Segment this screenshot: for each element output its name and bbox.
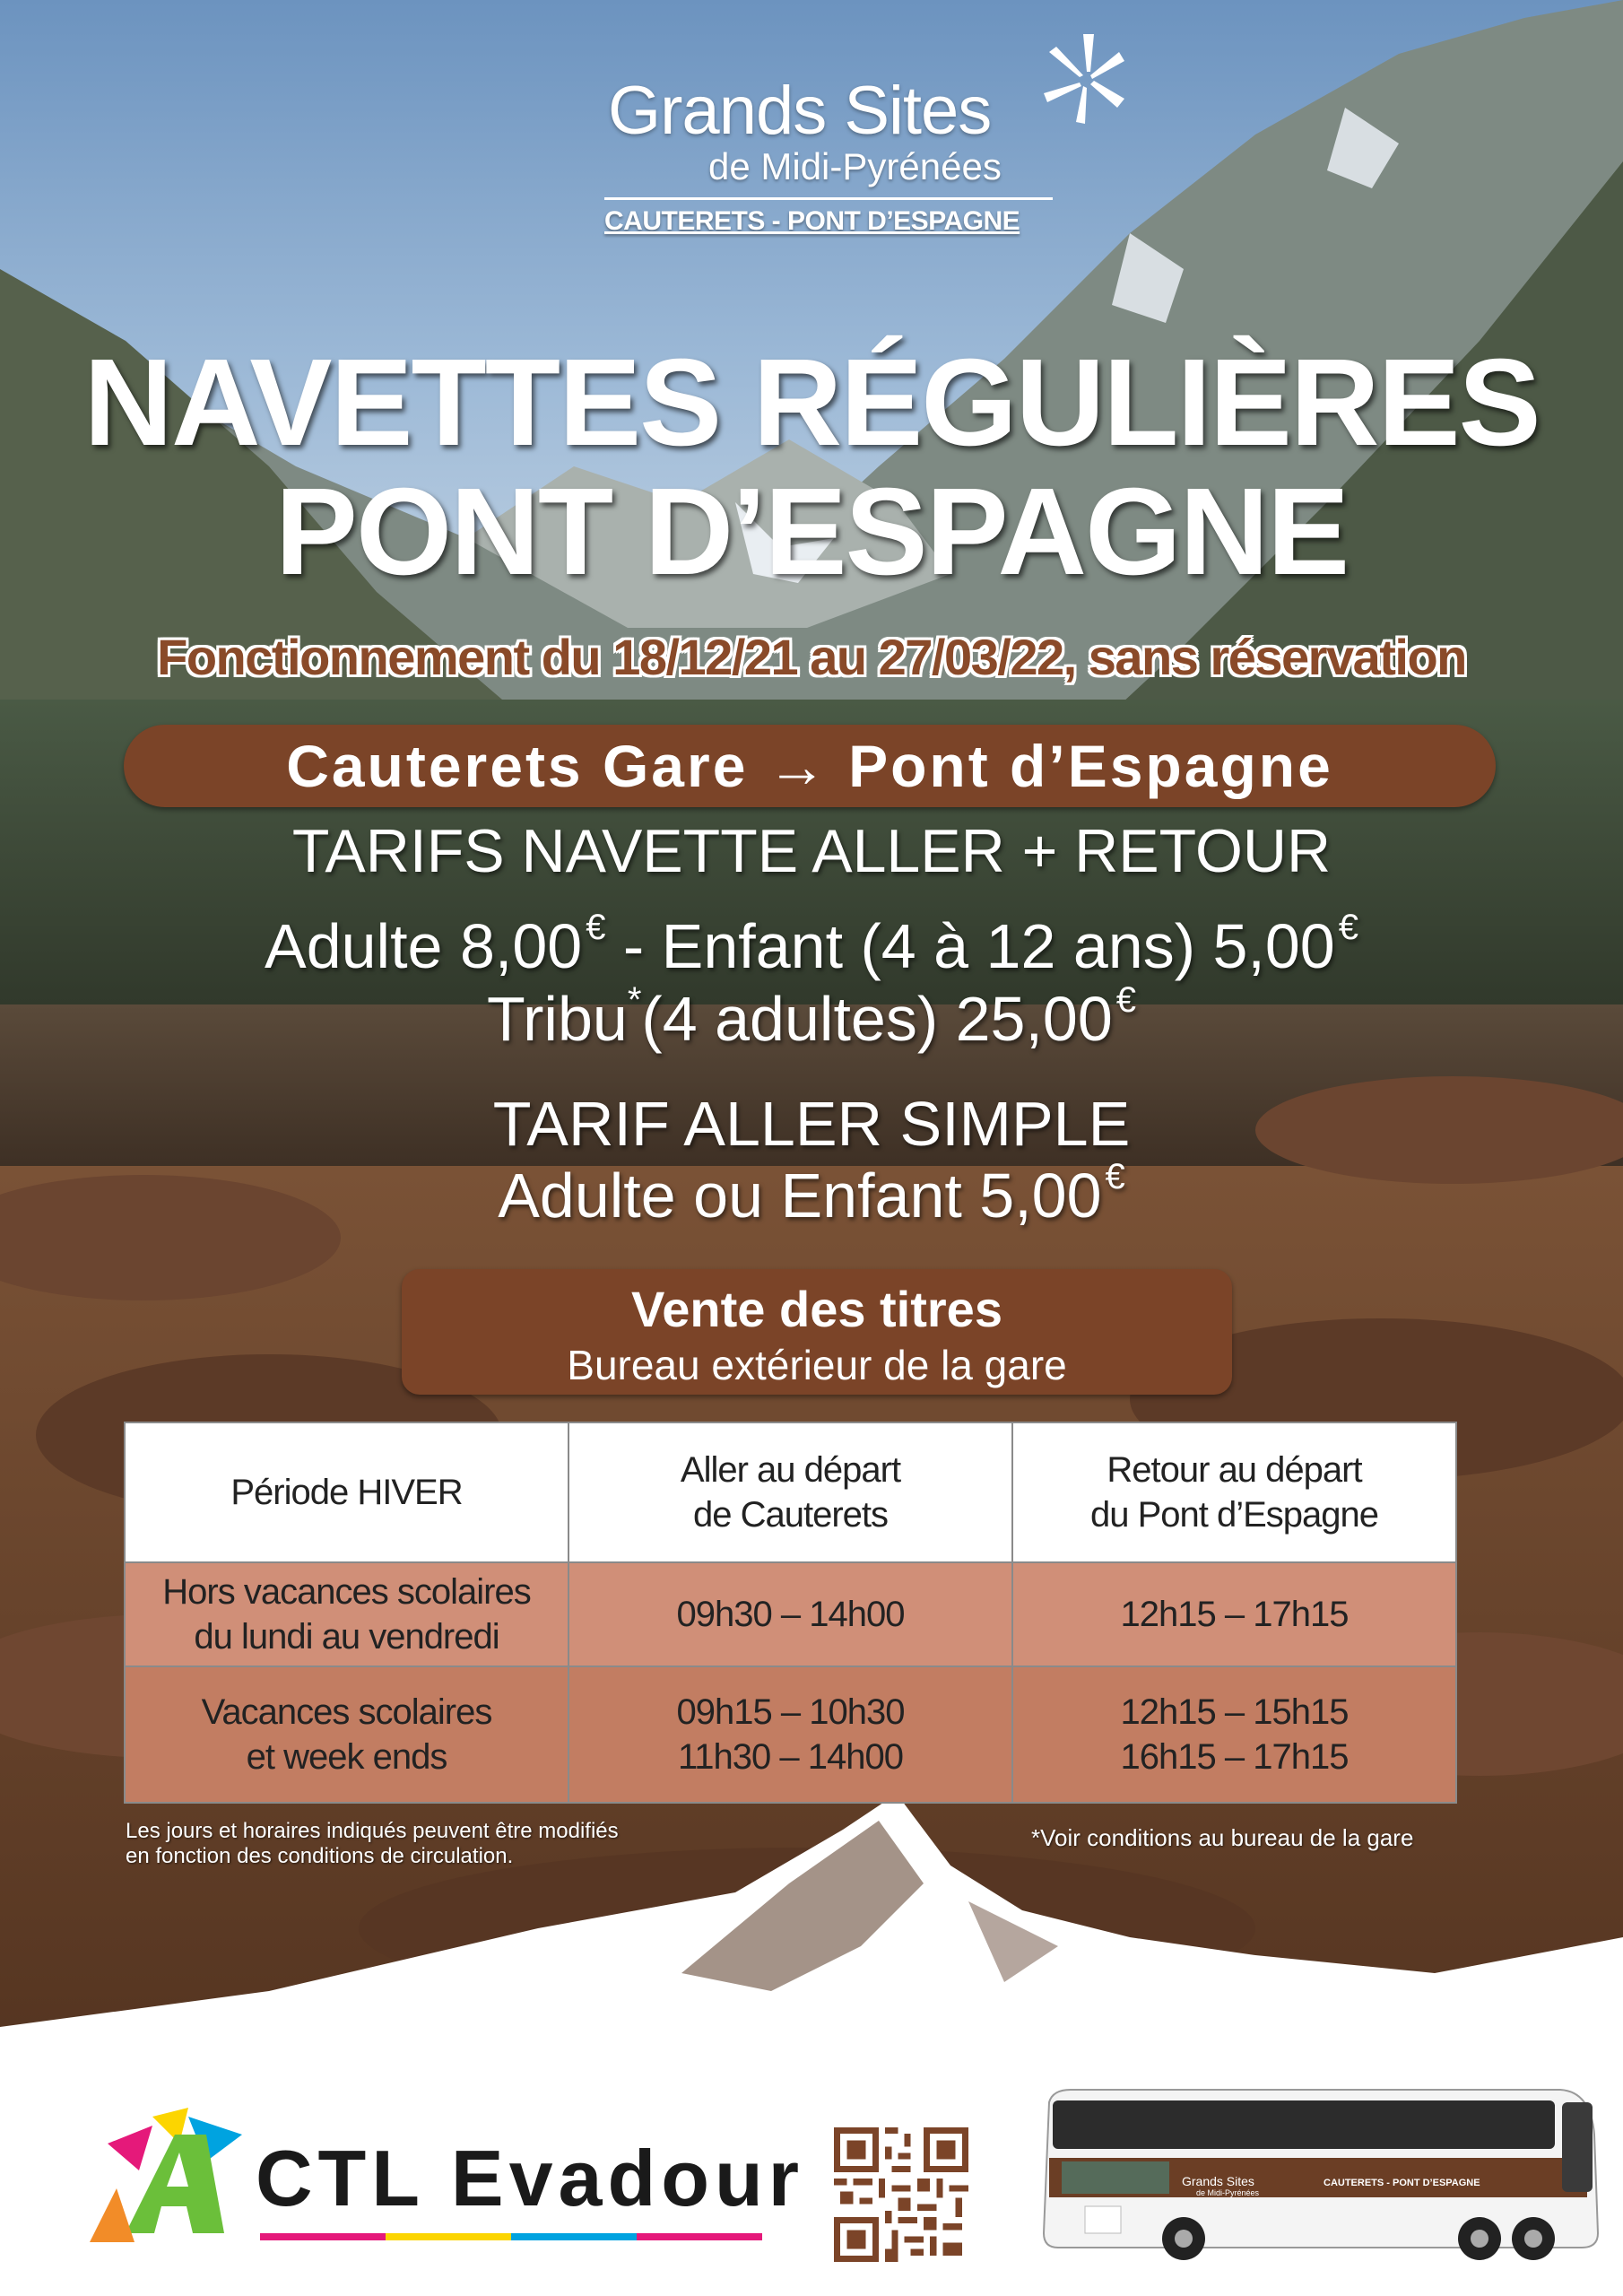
header-period-label: Période HIVER <box>230 1473 463 1512</box>
header-return-line-1: Retour au départ <box>1107 1450 1362 1490</box>
return-time: 12h15 – 15h15 <box>1120 1692 1349 1732</box>
return-time: 12h15 – 17h15 <box>1120 1595 1349 1634</box>
single-fare-price: 5,00 <box>979 1161 1102 1231</box>
header-return <box>1012 1422 1456 1562</box>
child-price: 5,00 <box>1212 911 1335 981</box>
single-fare-label: Adulte ou Enfant <box>498 1161 962 1231</box>
header-return-line-2: du Pont d’Espagne <box>1089 1495 1379 1535</box>
table-row <box>125 1562 1456 1666</box>
row-return-times <box>1012 1666 1456 1803</box>
adult-label: Adulte <box>265 911 443 981</box>
header-period <box>125 1422 568 1562</box>
currency-symbol: € <box>1338 908 1358 947</box>
disclaimer-line-2: en fonction des conditions de circulation. <box>126 1844 514 1868</box>
ticket-sales-box <box>402 1269 1232 1395</box>
return-fare-title: TARIFS NAVETTE ALLER + RETOUR <box>291 817 1332 885</box>
ticket-sales-location: Bureau extérieur de la gare <box>567 1342 1067 1388</box>
row-period-line-1: Vacances scolaires <box>201 1692 492 1732</box>
logo-place: CAUTERETS - PONT D’ESPAGNE <box>604 206 1020 236</box>
logo-divider <box>604 197 1053 200</box>
grands-sites-logo <box>601 72 1139 260</box>
row-period-line-2: et week ends <box>246 1737 447 1777</box>
row-period-line-1: Hors vacances scolaires <box>162 1572 531 1612</box>
row-period <box>125 1666 568 1803</box>
bus-brand-subtitle: de Midi-Pyrénées <box>1196 2188 1260 2197</box>
header-outbound-line-2: de Cauterets <box>692 1495 889 1535</box>
ctl-evadour-logo <box>90 2108 805 2242</box>
headline-line-1: NAVETTES RÉGULIÈRES <box>83 334 1540 472</box>
schedule-table <box>124 1422 1457 1804</box>
disclaimer-note <box>126 1819 619 1869</box>
bus-brand-text: Grands Sites <box>1182 2174 1254 2188</box>
row-period-line-2: du lundi au vendredi <box>194 1617 499 1657</box>
star-flower-icon <box>1031 25 1139 133</box>
table-row <box>125 1666 1456 1803</box>
tribu-price: 25,00 <box>955 984 1113 1054</box>
logo-subtitle: de Midi-Pyrénées <box>708 145 1002 187</box>
single-fare-title: TARIF ALLER SIMPLE <box>492 1089 1131 1159</box>
disclaimer-line-1: Les jours et horaires indiqués peuvent être modifiés <box>126 1819 619 1843</box>
return-fare-adult-child <box>0 908 1623 982</box>
headline-line-2: PONT D’ESPAGNE <box>274 463 1349 601</box>
row-outbound-times <box>568 1666 1012 1803</box>
company-name: CTL Evadour <box>256 2134 805 2222</box>
table-header-row <box>125 1422 1456 1562</box>
bus-icon <box>1031 2081 1605 2269</box>
row-outbound-times <box>568 1562 1012 1666</box>
outbound-time: 09h30 – 14h00 <box>676 1595 905 1634</box>
row-period <box>125 1562 568 1666</box>
return-time: 16h15 – 17h15 <box>1120 1737 1349 1777</box>
currency-symbol: € <box>1115 980 1137 1020</box>
ticket-sales-title: Vente des titres <box>631 1281 1002 1337</box>
route-banner: Cauterets Gare → Pont d’Espagne <box>124 725 1496 807</box>
currency-symbol: € <box>1105 1157 1125 1196</box>
asterisk: * <box>627 980 642 1020</box>
outbound-time: 09h15 – 10h30 <box>676 1692 905 1732</box>
header-outbound <box>568 1422 1012 1562</box>
conditions-note: *Voir conditions au bureau de la gare <box>1031 1824 1414 1851</box>
qr-code-icon <box>834 2127 968 2262</box>
header-outbound-line-1: Aller au départ <box>680 1450 901 1490</box>
tribu-detail: (4 adultes) <box>641 984 939 1054</box>
adult-price: 8,00 <box>459 911 583 981</box>
operating-period: Fonctionnement du 18/12/21 au 27/03/22, sans réservation <box>157 629 1466 685</box>
bus-place-text: CAUTERETS - PONT D’ESPAGNE <box>1324 2178 1480 2188</box>
currency-symbol: € <box>586 908 606 947</box>
row-return-times <box>1012 1562 1456 1666</box>
child-label: - Enfant (4 à 12 ans) <box>622 911 1196 981</box>
logo-title: Grands Sites <box>608 73 992 149</box>
tribu-label: Tribu <box>486 984 628 1054</box>
outbound-time: 11h30 – 14h00 <box>678 1737 903 1777</box>
return-fare-tribu <box>0 980 1623 1055</box>
brand-color-bar <box>260 2233 762 2240</box>
shuttle-bus-illustration <box>1031 2081 1605 2269</box>
single-fare-line <box>0 1157 1623 1231</box>
